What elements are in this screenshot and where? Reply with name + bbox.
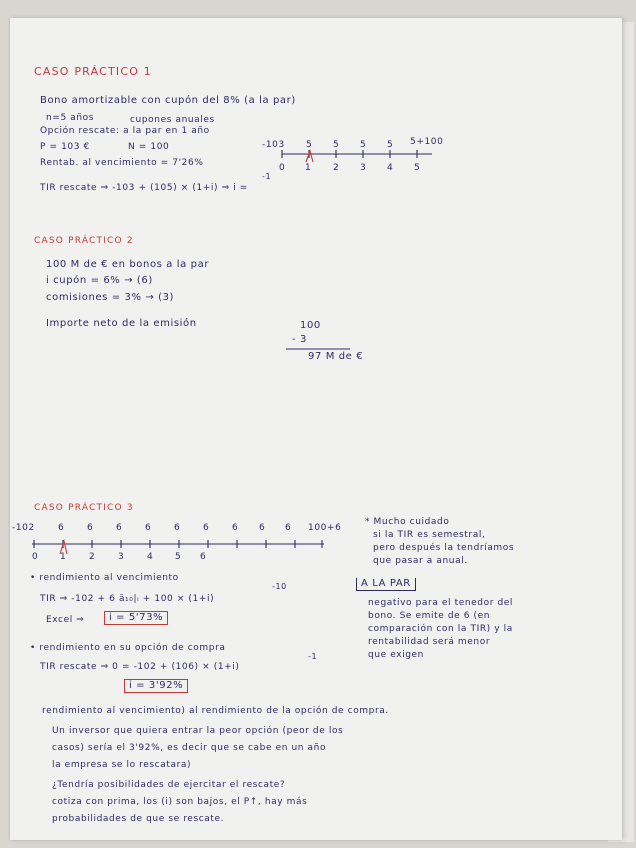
c3-tl-0: -102 (12, 523, 35, 533)
c3-tb-0: 0 (32, 552, 39, 562)
case2-line3: comisiones = 3% → (3) (46, 292, 175, 303)
c1-tl-2: 5 (333, 140, 340, 150)
c3-b1-formula: TIR ⇒ -102 + 6 ā₁₀|ᵢ + 100 × (1+i) (40, 594, 215, 604)
c3-tl-1: 6 (58, 523, 65, 533)
c1-tl-5: 5+100 (410, 137, 444, 147)
case2-line4: Importe neto de la emisión (46, 318, 197, 329)
c3-tb-6: 6 (200, 552, 207, 562)
c3-p1: rendimiento al vencimiento) al rendimiento de la opción de compra. (42, 706, 389, 716)
case1-title: CASO PRÁCTICO 1 (34, 65, 152, 78)
c3-tl-6: 6 (203, 523, 210, 533)
c1-tb-4: 4 (387, 163, 394, 173)
c3-b1-excel: Excel ⇒ (46, 615, 85, 625)
case2-line1: 100 M de € en bonos a la par (46, 259, 210, 270)
c1-tl-4: 5 (387, 140, 394, 150)
c3-b2-exp: -1 (308, 652, 318, 661)
c3-tl-9: 6 (285, 523, 292, 533)
case3-title: CASO PRÁCTICO 3 (34, 503, 134, 513)
c3-note4: que pasar a anual. (373, 556, 468, 566)
case1-coupons: cupones anuales (130, 115, 215, 125)
c3-alapar: A LA PAR (356, 578, 416, 591)
c3-p3: casos) sería el 3'92%, es decir que se cabe en un año (52, 743, 327, 753)
case2-line2: i cupón = 6% → (6) (46, 275, 153, 286)
c3-b2-result: i = 3'92% (124, 679, 188, 693)
c3-tb-5: 5 (175, 552, 182, 562)
c3-tl-5: 6 (174, 523, 181, 533)
c1-tb-3: 3 (360, 163, 367, 173)
c3-b1-exp: -10 (272, 582, 287, 591)
case1-n: n=5 años (46, 113, 95, 123)
case2-calc3: 97 M de € (308, 351, 364, 362)
c3-p6: cotiza con prima, los (i) son bajos, el P↑, hay más (52, 797, 308, 807)
c3-note2: si la TIR es semestral, (373, 530, 486, 540)
case1-price: P = 103 € (40, 142, 90, 152)
c3-p4: la empresa se lo rescatara) (52, 760, 192, 770)
c3-note3: pero después la tendríamos (373, 543, 515, 553)
c3-p5: ¿Tendría posibilidades de ejercitar el rescate? (52, 780, 286, 790)
c3-tl-3: 6 (116, 523, 123, 533)
c3-note6: bono. Se emite de 6 (en (368, 611, 491, 621)
c1-tl-3: 5 (360, 140, 367, 150)
c3-tl-10: 100+6 (308, 523, 342, 533)
c3-tb-1: 1 (60, 552, 67, 562)
c3-tb-2: 2 (89, 552, 96, 562)
c3-p2: Un inversor que quiera entrar la peor opción (peor de los (52, 726, 344, 736)
case1-tir: TIR rescate ⇒ -103 + (105) × (1+i) ⇒ i = (40, 183, 248, 193)
c3-note8: rentabilidad será menor (368, 637, 491, 647)
c1-tl-0: -103 (262, 140, 285, 150)
c3-note7: comparación con la TIR) y la (368, 624, 513, 634)
c3-tl-8: 6 (259, 523, 266, 533)
case1-tir-exp: -1 (262, 172, 272, 181)
c3-tb-3: 3 (118, 552, 125, 562)
c1-tb-1: 1 (305, 163, 312, 173)
case1-option: Opción rescate: a la par en 1 año (40, 126, 210, 136)
c1-tb-0: 0 (279, 163, 286, 173)
case1-nominal: N = 100 (128, 142, 170, 152)
c3-note9: que exigen (368, 650, 424, 660)
c3-b1-result: i = 5'73% (104, 611, 168, 625)
c3-b2-formula: TIR rescate ⇒ 0 = -102 + (106) × (1+i) (40, 662, 240, 672)
c3-b2: • rendimiento en su opción de compra (30, 643, 226, 653)
c3-b1: • rendimiento al vencimiento (30, 573, 179, 583)
case1-line1: Bono amortizable con cupón del 8% (a la par) (40, 95, 296, 106)
c3-note1: * Mucho cuidado (365, 517, 450, 527)
case1-ytm: Rentab. al vencimiento = 7'26% (40, 158, 204, 168)
case2-calc2: - 3 (292, 334, 307, 345)
case2-calc1: 100 (300, 320, 321, 331)
c3-tl-2: 6 (87, 523, 94, 533)
c1-tb-2: 2 (333, 163, 340, 173)
c3-tl-4: 6 (145, 523, 152, 533)
c3-tb-4: 4 (147, 552, 154, 562)
c3-p7: probabilidades de que se rescate. (52, 814, 225, 824)
c1-tb-5: 5 (414, 163, 421, 173)
case2-title: CASO PRÁCTICO 2 (34, 236, 134, 246)
c1-tl-1: 5 (306, 140, 313, 150)
c3-note5: negativo para el tenedor del (368, 598, 514, 608)
c3-tl-7: 6 (232, 523, 239, 533)
